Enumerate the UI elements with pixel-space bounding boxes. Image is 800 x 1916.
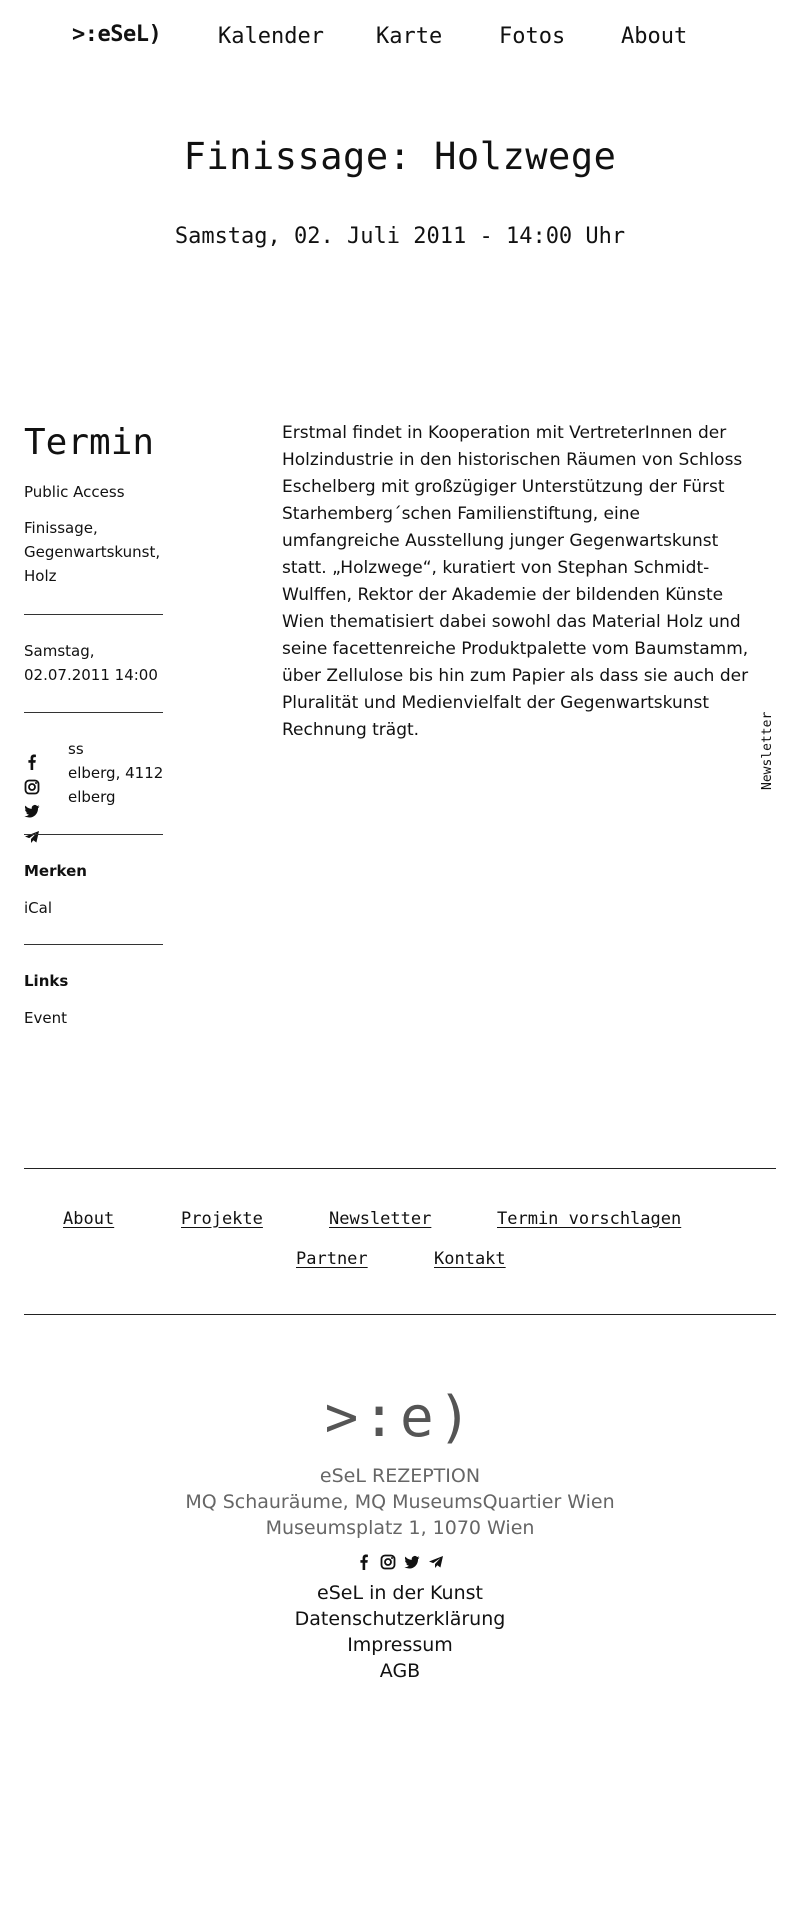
brand-logo[interactable]: >:eSeL) [72, 22, 162, 47]
tag-line[interactable]: Gegenwartskunst, [24, 543, 161, 561]
event-location [68, 737, 163, 809]
footer-link-esel-in-der-kunst[interactable]: eSeL in der Kunst [317, 1582, 483, 1604]
address-name: eSeL REZEPTION [319, 1465, 481, 1487]
date-line: 02.07.2011 14:00 [24, 666, 158, 684]
instagram-icon[interactable] [24, 779, 40, 795]
footer-link-partner[interactable]: Partner [296, 1249, 368, 1269]
ical-link[interactable]: iCal [24, 899, 53, 917]
divider [24, 944, 163, 945]
location-line: elberg [68, 788, 116, 806]
event-description: Erstmal findet in Kooperation mit VertreterInnen der Holzindustrie in den historischen Räumen von Schloss Eschelberg mit großzügiger Unterstützung der Fürst Starhemberg´schen Familienstiftung, eine umfangreiche Ausstellung junger Gegenwartskunst statt. „Holzwege“, kuratiert von Stephan Schmidt-Wulffen, Rektor der Akademie der bildenden Künste Wien thematisiert dabei sowohl das Material Holz und seine facettenreiche Produktpalette vom Baumstamm, über Zellulose bis hin zum Papier als dass sie auch der Pluralität und Medienvielfalt der Gegenwartskunst Rechnung trägt. [282, 423, 749, 740]
telegram-icon[interactable] [24, 829, 40, 845]
instagram-icon[interactable] [380, 1554, 396, 1570]
divider [24, 614, 163, 615]
event-tags [24, 516, 160, 588]
location-line: ss [68, 740, 84, 758]
event-link[interactable]: Event [24, 1009, 67, 1027]
twitter-icon[interactable] [24, 803, 40, 819]
footer-link-datenschutz[interactable]: Datenschutzerklärung [294, 1608, 506, 1630]
nav-fotos[interactable]: Fotos [499, 24, 566, 49]
event-datetime: Samstag, 02. Juli 2011 - 14:00 Uhr [174, 224, 626, 249]
footer-link-termin-vorschlagen[interactable]: Termin vorschlagen [497, 1209, 682, 1229]
footer-divider [24, 1314, 776, 1315]
newsletter-tab[interactable]: Newsletter [760, 711, 775, 790]
location-line: elberg, 4112 [68, 764, 164, 782]
nav-karte[interactable]: Karte [376, 24, 443, 49]
twitter-icon[interactable] [404, 1554, 420, 1570]
date-line: Samstag, [24, 642, 95, 660]
footer-logo: >:e) [324, 1385, 476, 1450]
facebook-icon[interactable] [24, 754, 40, 770]
tag-line[interactable]: Finissage, [24, 519, 98, 537]
footer-link-impressum[interactable]: Impressum [347, 1634, 453, 1656]
merken-label: Merken [24, 862, 87, 880]
footer-link-kontakt[interactable]: Kontakt [434, 1249, 506, 1269]
facebook-icon[interactable] [356, 1554, 372, 1570]
tag-line[interactable]: Holz [24, 567, 57, 585]
divider [24, 834, 163, 835]
event-date [24, 639, 158, 687]
nav-about[interactable]: About [621, 24, 688, 49]
divider [24, 712, 163, 713]
address-street: Museumsplatz 1, 1070 Wien [265, 1517, 535, 1539]
footer-link-about[interactable]: About [63, 1209, 115, 1229]
access-type: Public Access [24, 483, 125, 501]
event-title: Finissage: Holzwege [183, 135, 617, 178]
footer-link-agb[interactable]: AGB [379, 1660, 421, 1682]
sidebar-heading: Termin [24, 422, 155, 463]
address-venue: MQ Schauräume, MQ MuseumsQuartier Wien [185, 1491, 615, 1513]
telegram-icon[interactable] [428, 1554, 444, 1570]
footer-link-projekte[interactable]: Projekte [181, 1209, 263, 1229]
footer-link-newsletter[interactable]: Newsletter [329, 1209, 432, 1229]
footer-divider [24, 1168, 776, 1169]
nav-kalender[interactable]: Kalender [218, 24, 324, 49]
links-label: Links [24, 972, 69, 990]
